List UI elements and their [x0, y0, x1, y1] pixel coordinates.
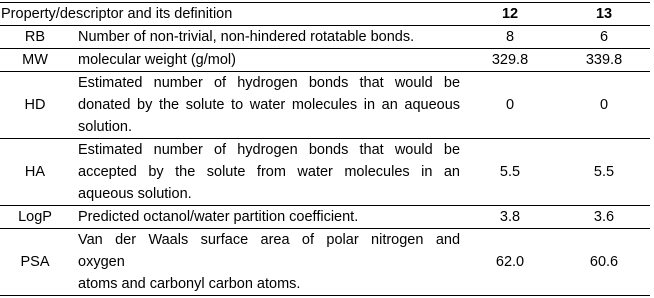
- table-row: [0, 139, 650, 206]
- table-row: [0, 72, 650, 139]
- header-compound-13: 13: [558, 3, 650, 26]
- row-abbr: LogP: [0, 206, 70, 229]
- definition-line: oxygen: [78, 254, 125, 270]
- table-row: [0, 49, 650, 72]
- row-definition: molecular weight (g/mol): [70, 49, 462, 72]
- table-row: [0, 229, 650, 296]
- row-definition: Estimated number of hydrogen bonds that would be accepted by the solute from water molecules in an aqueous solution.: [70, 139, 462, 206]
- row-value-13: 0: [558, 72, 650, 139]
- row-abbr: HD: [0, 72, 70, 139]
- row-value-12: 8: [462, 26, 558, 49]
- row-value-13: 60.6: [558, 229, 650, 296]
- row-value-12: 3.8: [462, 206, 558, 229]
- definition-line: atoms and carbonyl carbon atoms.: [78, 276, 301, 292]
- row-definition: Estimated number of hydrogen bonds that would be donated by the solute to water molecules in an aqueous solution.: [70, 72, 462, 139]
- table-header-row: [0, 3, 650, 26]
- row-value-13: 3.6: [558, 206, 650, 229]
- row-abbr: PSA: [0, 229, 70, 296]
- header-property: Property/descriptor and its definition: [0, 3, 462, 26]
- row-value-12: 329.8: [462, 49, 558, 72]
- table-row: [0, 26, 650, 49]
- row-abbr: HA: [0, 139, 70, 206]
- header-compound-12: 12: [462, 3, 558, 26]
- row-value-12: 62.0: [462, 229, 558, 296]
- row-value-12: 0: [462, 72, 558, 139]
- definition-line: Van der Waals surface area of polar nitrogen and: [78, 232, 461, 248]
- row-abbr: RB: [0, 26, 70, 49]
- row-definition: Predicted octanol/water partition coefficient.: [70, 206, 462, 229]
- row-definition: [70, 229, 462, 296]
- table-row: [0, 206, 650, 229]
- row-value-12: 5.5: [462, 139, 558, 206]
- row-abbr: MW: [0, 49, 70, 72]
- row-value-13: 6: [558, 26, 650, 49]
- row-value-13: 339.8: [558, 49, 650, 72]
- property-table: [0, 2, 650, 296]
- row-definition: Number of non-trivial, non-hindered rotatable bonds.: [70, 26, 462, 49]
- row-value-13: 5.5: [558, 139, 650, 206]
